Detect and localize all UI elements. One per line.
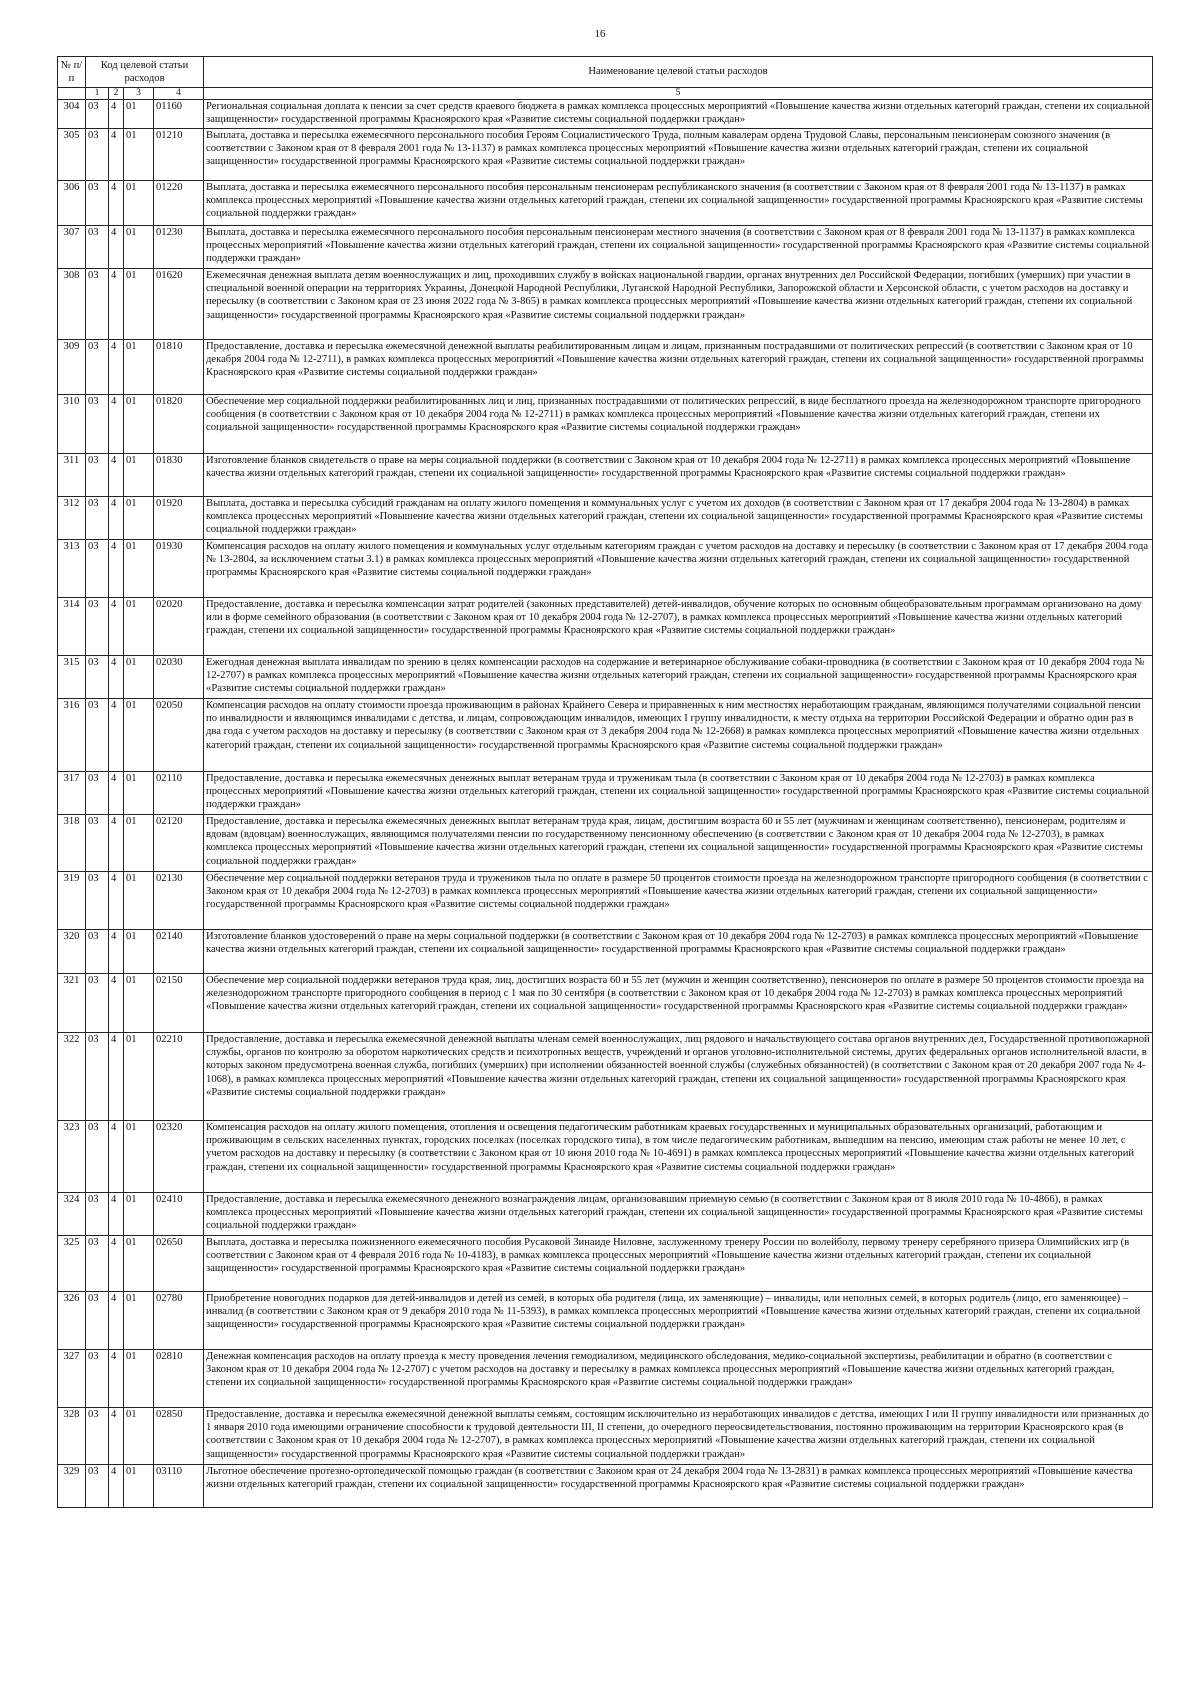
code-program: 03	[86, 656, 109, 699]
code-program: 03	[86, 395, 109, 454]
row-number: 312	[58, 497, 86, 540]
code-direction: 02120	[154, 815, 204, 872]
table-row	[58, 930, 1153, 974]
row-number: 326	[58, 1292, 86, 1350]
row-number: 316	[58, 699, 86, 772]
code-type: 4	[109, 395, 124, 454]
code-program: 03	[86, 129, 109, 181]
table-row	[58, 598, 1153, 656]
code-type: 4	[109, 656, 124, 699]
code-program: 03	[86, 226, 109, 269]
row-number: 310	[58, 395, 86, 454]
code-direction: 01820	[154, 395, 204, 454]
row-name: Выплата, доставка и пересылка ежемесячного персонального пособия персональным пенсионерам республиканского значения (в соответствии с Законом края от 8 февраля 2001 года № 13-1137) в рамках комплекса процессных мероприятий «Повышение качества жизни отдельных категорий граждан, степени их социальной защищенности» государственной программы Красноярского края «Развитие системы социальной поддержки граждан»	[204, 181, 1153, 226]
row-name: Предоставление, доставка и пересылка ежемесячной денежной выплаты членам семей военнослужащих, лиц рядового и начальствующего состава органов внутренних дел, Государственной противопожарной службы, органов по контролю за оборотом наркотических средств и психотропных веществ, учреждений и органов уголовно-исполнительной системы, других федеральных органов исполнительной власти, в которых законом предусмотрена военная служба, погибших (умерших) при исполнении обязанностей военной службы (служебных обязанностей) (в соответствии с Законом края от 20 декабря 2007 года № 4-1068), в рамках комплекса процессных мероприятий «Повышение качества жизни отдельных категорий граждан, степени их социальной защищенности» государственной программы Красноярского края «Развитие системы социальной поддержки граждан»	[204, 1033, 1153, 1121]
column-number: 5	[204, 88, 1153, 100]
code-direction: 02210	[154, 1033, 204, 1121]
table-row	[58, 497, 1153, 540]
row-name: Обеспечение мер социальной поддержки ветеранов труда края, лиц, достигших возраста 60 и 55 лет (мужчин и женщин соответственно), пенсионеров по оплате в размере 50 процентов стоимости проезда на железнодорожном транспорте пригородного сообщения в период с 1 мая по 30 сентября (в соответствии с Законом края от 10 декабря 2004 года № 12-2703) в рамках комплекса процессных мероприятий «Повышение качества жизни отдельных категорий граждан, степени их социальной защищенности» государственной программы Красноярского края «Развитие системы социальной поддержки граждан»	[204, 974, 1153, 1033]
code-complex: 01	[124, 1465, 154, 1508]
table-row	[58, 100, 1153, 129]
code-type: 4	[109, 930, 124, 974]
code-type: 4	[109, 974, 124, 1033]
table-row	[58, 454, 1153, 497]
row-number: 309	[58, 340, 86, 395]
row-name: Предоставление, доставка и пересылка ежемесячной денежной выплаты семьям, состоящим исключительно из неработающих инвалидов с детства, имеющих I или II группу инвалидности или признанных до 1 января 2010 года имеющими ограничение способности к трудовой деятельности III, II степени, до очередного переосвидетельствования, постоянно проживающим на территории Красноярского края (в соответствии с Законом края от 10 декабря 2004 года № 12-2707), в рамках комплекса процессных мероприятий «Повышение качества жизни отдельных категорий граждан, степени их социальной защищенности» государственной программы Красноярского края «Развитие системы социальной поддержки граждан»	[204, 1408, 1153, 1465]
row-name: Выплата, доставка и пересылка ежемесячного персонального пособия Героям Социалистического Труда, полным кавалерам ордена Трудовой Славы, персональным пенсионерам союзного значения (в соответствии с Законом края от 8 февраля 2001 года № 13-1137) в рамках комплекса процессных мероприятий «Повышение качества жизни отдельных категорий граждан, степени их социальной защищенности» государственной программы Красноярского края «Развитие системы социальной поддержки граждан»	[204, 129, 1153, 181]
code-direction: 02130	[154, 872, 204, 930]
table-row	[58, 269, 1153, 340]
row-number: 322	[58, 1033, 86, 1121]
row-number: 323	[58, 1121, 86, 1193]
column-number: 2	[109, 88, 124, 100]
code-type: 4	[109, 598, 124, 656]
column-number	[58, 88, 86, 100]
code-program: 03	[86, 540, 109, 598]
row-number: 328	[58, 1408, 86, 1465]
row-name: Обеспечение мер социальной поддержки ветеранов труда и тружеников тыла по оплате в размере 50 процентов стоимости проезда на железнодорожном транспорте пригородного сообщения (в соответствии с Законом края от 10 декабря 2004 года № 12-2703) в рамках комплекса процессных мероприятий «Повышение качества жизни отдельных категорий граждан, степени их социальной защищенности» государственной программы Красноярского края «Развитие системы социальной поддержки граждан»	[204, 872, 1153, 930]
code-program: 03	[86, 872, 109, 930]
row-name: Выплата, доставка и пересылка субсидий гражданам на оплату жилого помещения и коммунальных услуг с учетом их доходов (в соответствии с Законом края от 17 декабря 2004 года № 13-2804) в рамках комплекса процессных мероприятий «Повышение качества жизни отдельных категорий граждан, степени их социальной защищенности» государственной программы Красноярского края «Развитие системы социальной поддержки граждан»	[204, 497, 1153, 540]
code-direction: 02320	[154, 1121, 204, 1193]
code-program: 03	[86, 1465, 109, 1508]
code-complex: 01	[124, 129, 154, 181]
code-type: 4	[109, 699, 124, 772]
header-number: № п/п	[58, 57, 86, 88]
code-complex: 01	[124, 269, 154, 340]
code-direction: 02050	[154, 699, 204, 772]
code-program: 03	[86, 974, 109, 1033]
code-program: 03	[86, 1121, 109, 1193]
row-number: 327	[58, 1350, 86, 1408]
code-complex: 01	[124, 100, 154, 129]
code-program: 03	[86, 454, 109, 497]
code-type: 4	[109, 1193, 124, 1236]
code-direction: 02850	[154, 1408, 204, 1465]
table-row	[58, 181, 1153, 226]
row-name: Предоставление, доставка и пересылка ежемесячных денежных выплат ветеранам труда и труженикам тыла (в соответствии с Законом края от 10 декабря 2004 года № 12-2703) в рамках комплекса процессных мероприятий «Повышение качества жизни отдельных категорий граждан, степени их социальной защищенности» государственной программы Красноярского края «Развитие системы социальной поддержки граждан»	[204, 772, 1153, 815]
row-number: 315	[58, 656, 86, 699]
row-number: 307	[58, 226, 86, 269]
row-number: 329	[58, 1465, 86, 1508]
code-direction: 01230	[154, 226, 204, 269]
row-number: 324	[58, 1193, 86, 1236]
column-number: 1	[86, 88, 109, 100]
code-complex: 01	[124, 598, 154, 656]
table-row	[58, 1193, 1153, 1236]
row-name: Компенсация расходов на оплату жилого помещения и коммунальных услуг отдельным категориям граждан с учетом расходов на доставку и пересылку (в соответствии с Законом края от 17 декабря 2004 года № 13-2804, за исключением статьи 3.1) в рамках комплекса процессных мероприятий «Повышение качества жизни отдельных категорий граждан, степени их социальной защищенности» государственной программы Красноярского края «Развитие системы социальной поддержки граждан»	[204, 540, 1153, 598]
code-complex: 01	[124, 497, 154, 540]
budget-table	[57, 56, 1153, 1508]
row-name: Предоставление, доставка и пересылка ежемесячных денежных выплат ветеранам труда края, лицам, достигшим возраста 60 и 55 лет (мужчинам и женщинам соответственно), пенсионерам, родителям и вдовам (вдовцам) военнослужащих, являющимся получателями пенсии по государственному пенсионному обеспечению (в соответствии с Законом края от 10 декабря 2004 года № 12-2703), в рамках комплекса процессных мероприятий «Повышение качества жизни отдельных категорий граждан, степени их социальной защищенности» государственной программы Красноярского края «Развитие системы социальной поддержки граждан»	[204, 815, 1153, 872]
code-program: 03	[86, 1033, 109, 1121]
code-type: 4	[109, 454, 124, 497]
code-direction: 02810	[154, 1350, 204, 1408]
row-name: Предоставление, доставка и пересылка ежемесячного денежного вознаграждения лицам, организовавшим приемную семью (в соответствии с Законом края от 8 июля 2010 года № 10-4866), в рамках комплекса процессных мероприятий «Повышение качества жизни отдельных категорий граждан, степени их социальной защищенности» государственной программы Красноярского края «Развитие системы социальной поддержки граждан»	[204, 1193, 1153, 1236]
code-complex: 01	[124, 772, 154, 815]
code-direction: 01210	[154, 129, 204, 181]
row-name: Изготовление бланков удостоверений о праве на меры социальной поддержки (в соответствии с Законом края от 10 декабря 2004 года № 12-2703) в рамках комплекса процессных мероприятий «Повышение качества жизни отдельных категорий граждан, степени их социальной защищенности» государственной программы Красноярского края «Развитие системы социальной поддержки граждан»	[204, 930, 1153, 974]
row-name: Выплата, доставка и пересылка пожизненного ежемесячного пособия Русаковой Зинаиде Ниловне, заслуженному тренеру России по волейболу, первому тренеру серебряного призера Олимпийских игр (в соответствии с Законом края от 4 февраля 2016 года № 10-4183), в рамках комплекса процессных мероприятий «Повышение качества жизни отдельных категорий граждан, степени их социальной защищенности» государственной программы Красноярского края «Развитие системы социальной поддержки граждан»	[204, 1236, 1153, 1292]
code-complex: 01	[124, 699, 154, 772]
code-complex: 01	[124, 454, 154, 497]
table-row	[58, 1121, 1153, 1193]
code-complex: 01	[124, 395, 154, 454]
row-number: 325	[58, 1236, 86, 1292]
code-direction: 01810	[154, 340, 204, 395]
row-number: 306	[58, 181, 86, 226]
code-complex: 01	[124, 930, 154, 974]
table-row	[58, 656, 1153, 699]
code-direction: 01620	[154, 269, 204, 340]
code-complex: 01	[124, 974, 154, 1033]
code-program: 03	[86, 1236, 109, 1292]
code-program: 03	[86, 815, 109, 872]
code-complex: 01	[124, 540, 154, 598]
table-row	[58, 1236, 1153, 1292]
page-number: 16	[594, 28, 606, 40]
code-program: 03	[86, 269, 109, 340]
code-direction: 02150	[154, 974, 204, 1033]
code-type: 4	[109, 872, 124, 930]
row-name: Компенсация расходов на оплату жилого помещения, отопления и освещения педагогическим работникам краевых государственных и муниципальных образовательных организаций, работающим и проживающим в сельских населенных пунктах, городских поселках (поселках городского типа), в том числе педагогическим работникам, вышедшим на пенсию, имеющим стаж работы не менее 10 лет, с учетом расходов на доставку и пересылку (в соответствии с Законом края от 10 июня 2010 года № 10-4691) в рамках комплекса процессных мероприятий «Повышение качества жизни отдельных категорий граждан, степени их социальной защищенности» государственной программы Красноярского края «Развитие системы социальной поддержки граждан»	[204, 1121, 1153, 1193]
row-name: Ежегодная денежная выплата инвалидам по зрению в целях компенсации расходов на содержание и ветеринарное обслуживание собаки-проводника (в соответствии с Законом края от 10 декабря 2004 года № 12-2707) в рамках комплекса процессных мероприятий «Повышение качества жизни отдельных категорий граждан, степени их социальной защищенности» государственной программы Красноярского края «Развитие системы социальной поддержки граждан»	[204, 656, 1153, 699]
code-program: 03	[86, 340, 109, 395]
code-program: 03	[86, 1408, 109, 1465]
table-row	[58, 340, 1153, 395]
row-number: 311	[58, 454, 86, 497]
code-type: 4	[109, 1408, 124, 1465]
code-direction: 01160	[154, 100, 204, 129]
row-number: 319	[58, 872, 86, 930]
code-program: 03	[86, 497, 109, 540]
code-type: 4	[109, 772, 124, 815]
row-name: Предоставление, доставка и пересылка ежемесячной денежной выплаты реабилитированным лицам и лицам, признанным пострадавшими от политических репрессий (в соответствии с Законом края от 10 декабря 2004 года № 12-2711), в рамках комплекса процессных мероприятий «Повышение качества жизни отдельных категорий граждан, степени их социальной защищенности» государственной программы Красноярского края «Развитие системы социальной поддержки граждан»	[204, 340, 1153, 395]
row-name: Обеспечение мер социальной поддержки реабилитированных лиц и лиц, признанных пострадавшими от политических репрессий, в виде бесплатного проезда на железнодорожном транспорте пригородного сообщения (в соответствии с Законом края от 10 декабря 2004 года № 12-2711) в рамках комплекса процессных мероприятий «Повышение качества жизни отдельных категорий граждан, степени их социальной защищенности» государственной программы Красноярского края «Развитие системы социальной поддержки граждан»	[204, 395, 1153, 454]
row-name: Приобретение новогодних подарков для детей-инвалидов и детей из семей, в которых оба родителя (лица, их заменяющие) – инвалиды, или неполных семей, в которых родитель (лицо, его заменяющее) – инвалид (в соответствии с Законом края от 9 декабря 2010 года № 11-5393), в рамках комплекса процессных мероприятий «Повышение качества жизни отдельных категорий граждан, степени их социальной защищенности» государственной программы Красноярского края «Развитие системы социальной поддержки граждан»	[204, 1292, 1153, 1350]
table-row	[58, 974, 1153, 1033]
row-name: Предоставление, доставка и пересылка компенсации затрат родителей (законных представителей) детей-инвалидов, обучение которых по основным общеобразовательным программам организовано на дому или в форме семейного образования (в соответствии с Законом края от 10 декабря 2004 года № 12-2707), в рамках комплекса процессных мероприятий «Повышение качества жизни отдельных категорий граждан, степени их социальной защищенности» государственной программы Красноярского края «Развитие системы социальной поддержки граждан»	[204, 598, 1153, 656]
row-name: Изготовление бланков свидетельств о праве на меры социальной поддержки (в соответствии с Законом края от 10 декабря 2004 года № 12-2711) в рамках комплекса процессных мероприятий «Повышение качества жизни отдельных категорий граждан, степени их социальной защищенности» государственной программы Красноярского края «Развитие системы социальной поддержки граждан»	[204, 454, 1153, 497]
row-name: Ежемесячная денежная выплата детям военнослужащих и лиц, проходивших службу в войсках национальной гвардии, органах внутренних дел Российской Федерации, погибших (умерших) при участии в специальной военной операции на территориях Украины, Донецкой Народной Республики, Луганской Народной Республики, Запорожской области и Херсонской области, с учетом расходов на доставку и пересылку (в соответствии с Законом края от 23 июня 2022 года № 3-865) в рамках комплекса процессных мероприятий «Повышение качества жизни отдельных категорий граждан, степени их социальной защищенности» государственной программы Красноярского края «Развитие системы социальной поддержки граждан»	[204, 269, 1153, 340]
code-type: 4	[109, 269, 124, 340]
code-complex: 01	[124, 656, 154, 699]
row-number: 320	[58, 930, 86, 974]
table-row	[58, 872, 1153, 930]
code-complex: 01	[124, 872, 154, 930]
code-complex: 01	[124, 1236, 154, 1292]
code-direction: 02140	[154, 930, 204, 974]
table-row	[58, 226, 1153, 269]
table-row	[58, 1465, 1153, 1508]
table-row	[58, 1033, 1153, 1121]
code-program: 03	[86, 1350, 109, 1408]
code-direction: 02020	[154, 598, 204, 656]
table-header-row	[58, 57, 1153, 88]
code-type: 4	[109, 226, 124, 269]
table-row	[58, 1350, 1153, 1408]
row-number: 308	[58, 269, 86, 340]
code-type: 4	[109, 1033, 124, 1121]
table-row	[58, 772, 1153, 815]
header-code-group: Код целевой статьи расходов	[86, 57, 204, 88]
code-complex: 01	[124, 1121, 154, 1193]
code-complex: 01	[124, 1408, 154, 1465]
code-type: 4	[109, 815, 124, 872]
code-direction: 01220	[154, 181, 204, 226]
code-direction: 01920	[154, 497, 204, 540]
code-program: 03	[86, 772, 109, 815]
code-type: 4	[109, 181, 124, 226]
code-complex: 01	[124, 1033, 154, 1121]
code-program: 03	[86, 181, 109, 226]
row-number: 317	[58, 772, 86, 815]
table-row	[58, 1408, 1153, 1465]
code-type: 4	[109, 340, 124, 395]
code-complex: 01	[124, 1292, 154, 1350]
row-number: 304	[58, 100, 86, 129]
code-direction: 01830	[154, 454, 204, 497]
code-type: 4	[109, 100, 124, 129]
row-name: Денежная компенсация расходов на оплату проезда к месту проведения лечения гемодиализом, медицинского обследования, медико-социальной экспертизы, реабилитации и обратно (в соответствии с Законом края от 10 декабря 2004 года № 12-2707) с учетом расходов на доставку и пересылку в рамках комплекса процессных мероприятий «Повышение качества жизни отдельных категорий граждан, степени их социальной защищенности» государственной программы Красноярского края «Развитие системы социальной поддержки граждан»	[204, 1350, 1153, 1408]
code-direction: 02030	[154, 656, 204, 699]
code-complex: 01	[124, 1193, 154, 1236]
code-type: 4	[109, 129, 124, 181]
code-direction: 02650	[154, 1236, 204, 1292]
code-complex: 01	[124, 226, 154, 269]
code-type: 4	[109, 1465, 124, 1508]
code-program: 03	[86, 100, 109, 129]
row-number: 305	[58, 129, 86, 181]
code-type: 4	[109, 497, 124, 540]
code-program: 03	[86, 1292, 109, 1350]
code-direction: 01930	[154, 540, 204, 598]
column-numbers-row	[58, 88, 1153, 100]
code-direction: 02110	[154, 772, 204, 815]
code-type: 4	[109, 1292, 124, 1350]
row-number: 313	[58, 540, 86, 598]
table-row	[58, 1292, 1153, 1350]
row-number: 318	[58, 815, 86, 872]
code-program: 03	[86, 930, 109, 974]
table-body	[58, 100, 1153, 1508]
row-name: Компенсация расходов на оплату стоимости проезда проживающим в районах Крайнего Севера и приравненных к ним местностях неработающим гражданам, являющимся получателями социальной пенсии по инвалидности и являющимся инвалидами с детства, и лицам, сопровождающим инвалидов, имеющих I группу инвалидности, к месту отдыха на территории Российской Федерации и обратно один раз в два года с учетом расходов на доставку и пересылку (в соответствии с Законом края от 3 декабря 2004 года № 12-2668) в рамках комплекса процессных мероприятий «Повышение качества жизни отдельных категорий граждан, степени их социальной защищенности» государственной программы Красноярского края «Развитие системы социальной поддержки граждан»	[204, 699, 1153, 772]
code-type: 4	[109, 1121, 124, 1193]
table-row	[58, 699, 1153, 772]
table-row	[58, 395, 1153, 454]
code-complex: 01	[124, 815, 154, 872]
code-type: 4	[109, 1350, 124, 1408]
table-row	[58, 129, 1153, 181]
row-name: Выплата, доставка и пересылка ежемесячного персонального пособия персональным пенсионерам местного значения (в соответствии с Законом края от 8 февраля 2001 года № 13-1137) в рамках комплекса процессных мероприятий «Повышение качества жизни отдельных категорий граждан, степени их социальной защищенности» государственной программы Красноярского края «Развитие системы социальной поддержки граждан»	[204, 226, 1153, 269]
code-type: 4	[109, 540, 124, 598]
code-complex: 01	[124, 340, 154, 395]
code-program: 03	[86, 699, 109, 772]
header-name: Наименование целевой статьи расходов	[204, 57, 1153, 88]
row-number: 321	[58, 974, 86, 1033]
code-direction: 02410	[154, 1193, 204, 1236]
row-number: 314	[58, 598, 86, 656]
code-program: 03	[86, 598, 109, 656]
code-complex: 01	[124, 181, 154, 226]
row-name: Региональная социальная доплата к пенсии за счет средств краевого бюджета в рамках комплекса процессных мероприятий «Повышение качества жизни отдельных категорий граждан, степени их социальной защищенности» государственной программы Красноярского края «Развитие системы социальной поддержки граждан»	[204, 100, 1153, 129]
column-number: 3	[124, 88, 154, 100]
row-name: Льготное обеспечение протезно-ортопедической помощью граждан (в соответствии с Законом края от 24 декабря 2004 года № 13-2831) в рамках комплекса процессных мероприятий «Повышение качества жизни отдельных категорий граждан, степени их социальной защищенности» государственной программы Красноярского края «Развитие системы социальной поддержки граждан»	[204, 1465, 1153, 1508]
table-row	[58, 540, 1153, 598]
code-direction: 03110	[154, 1465, 204, 1508]
code-direction: 02780	[154, 1292, 204, 1350]
column-number: 4	[154, 88, 204, 100]
table-row	[58, 815, 1153, 872]
code-type: 4	[109, 1236, 124, 1292]
code-complex: 01	[124, 1350, 154, 1408]
code-program: 03	[86, 1193, 109, 1236]
